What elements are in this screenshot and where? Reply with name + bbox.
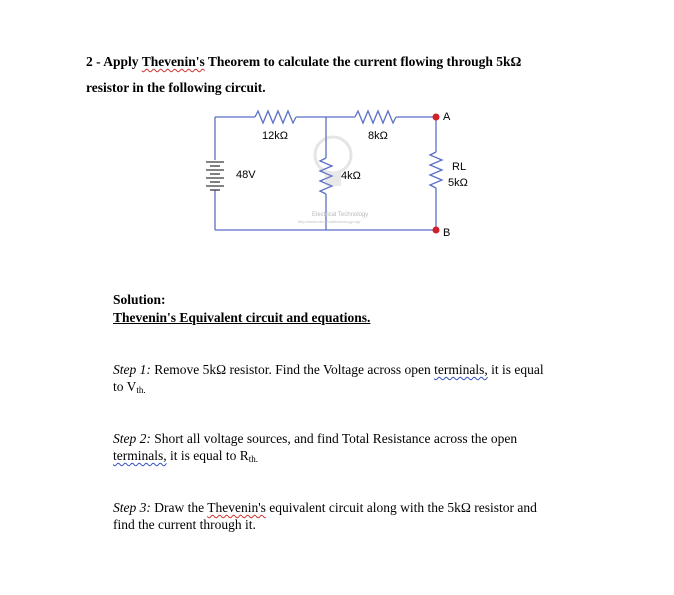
resistor-12k: [255, 111, 296, 123]
label-12k: 12kΩ: [262, 130, 288, 142]
question-line-2: resistor in the following circuit.: [86, 80, 266, 95]
label-5k: 5kΩ: [448, 177, 468, 189]
step-2-label: Step 2:: [113, 431, 151, 446]
label-rl: RL: [452, 161, 467, 173]
resistor-8k: [355, 111, 396, 123]
label-4k: 4kΩ: [341, 170, 361, 182]
label-node-b: B: [443, 227, 451, 239]
resistor-rl: [430, 152, 442, 188]
step-1-label: Step 1:: [113, 362, 151, 377]
step-3: Step 3: Draw the Thevenin's equivalent circuit along with the 5kΩ resistor and find the current through it.: [113, 500, 537, 532]
node-b-dot: [433, 227, 440, 234]
label-node-a: A: [443, 111, 451, 123]
step-2: Step 2: Short all voltage sources, and find Total Resistance across the open terminals, it is equal to $R_{th.}$: [113, 431, 518, 464]
step-3-label: Step 3:: [113, 500, 151, 515]
question-line-1: 2 - Apply Thevenin's Theorem to calculate the current flowing through 5kΩ: [86, 54, 522, 69]
step-1: Step 1: Remove 5kΩ resistor. Find the Voltage across open terminals, it is equal to $V_{th.}$: [113, 362, 544, 395]
solution-heading: Solution:: [113, 292, 166, 307]
watermark-text-2: http://www.electricaltechnology.org/: [298, 219, 361, 224]
node-a-dot: [433, 114, 440, 121]
watermark-text-1: Electrical Technology: [312, 212, 369, 218]
battery-icon: [206, 162, 224, 190]
solution-subheading: Thevenin's Equivalent circuit and equations.: [113, 310, 371, 325]
label-48v: 48V: [236, 169, 256, 181]
label-8k: 8kΩ: [368, 130, 388, 142]
question-thevenin: Thevenin's: [141, 54, 205, 69]
question-number: 2 -: [86, 54, 101, 69]
